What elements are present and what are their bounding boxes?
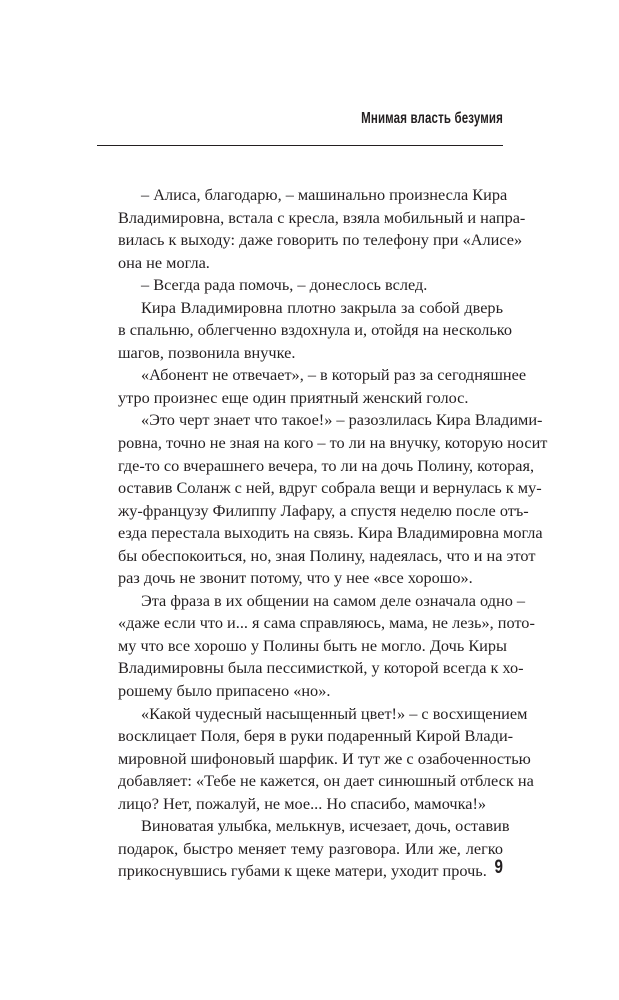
text-line: где-то со вчерашнего вечера, то ли на дочь Полину, которая,	[118, 455, 535, 475]
text-line: мировной шифоновый шарфик. И тут же с озабоченностью	[118, 748, 531, 768]
text-line: «Абонент не отвечает», – в который раз за сегодняшнее	[141, 365, 527, 385]
text-line: бы обеспокоиться, но, зная Полину, надеялась, что и на этот	[118, 545, 536, 565]
text-line: добавляет: «Тебе не кажется, он дает синюшный отблеск на	[118, 771, 534, 791]
text-line: «Это черт знает что такое!» – разозлилась Кира Владими-	[141, 410, 543, 430]
text-line: прикоснувшись губами к щеке матери, уходит прочь.	[118, 861, 487, 881]
text-line: она не могла.	[118, 252, 210, 272]
text-line: оставив Соланж с ней, вдруг собрала вещи и вернулась к му-	[118, 478, 542, 498]
text-line: Виноватая улыбка, мелькнув, исчезает, дочь, оставив	[141, 816, 510, 836]
text-line: лицо? Нет, пожалуй, не мое... Но спасибо, мамочка!»	[118, 793, 487, 813]
text-line: Владимировна, встала с кресла, взяла мобильный и напра-	[118, 207, 526, 227]
page-number: 9	[494, 857, 503, 878]
text-line: жу-французу Филиппу Лафару, а спустя неделю после отъ-	[118, 500, 529, 520]
text-line: «даже если что и... я сама справляюсь, мама, не лезь», пото-	[118, 613, 535, 633]
body-text	[118, 184, 548, 883]
text-line: езда перестала выходить на связь. Кира Владимировна могла	[118, 523, 543, 543]
text-line: вилась к выходу: даже говорить по телефону при «Алисе»	[118, 230, 523, 250]
running-head: Мнимая власть безумия	[361, 110, 503, 127]
text-line: ровна, точно не зная на кого – то ли на внучку, которую носит	[118, 433, 548, 453]
text-line: подарок, быстро меняет тему разговора. Или же, легко	[118, 838, 503, 858]
text-line: шагов, позвонила внучке.	[118, 342, 296, 362]
text-line: восклицает Поля, беря в руки подаренный Кирой Влади-	[118, 726, 514, 746]
text-line: – Алиса, благодарю, – машинально произнесла Кира	[141, 185, 508, 204]
text-line: – Всегда рада помочь, – донеслось вслед.	[141, 275, 428, 295]
text-line: раз дочь не звонит потому, что у нее «все хорошо».	[118, 568, 473, 588]
text-line: «Какой чудесный насыщенный цвет!» – с восхищением	[141, 703, 528, 723]
text-line: Владимировны была пессимисткой, у которой всегда к хо-	[118, 658, 524, 678]
text-line: му что все хорошо у Полины быть не могло. Дочь Киры	[118, 635, 507, 655]
text-line: утро произнес еще один приятный женский голос.	[118, 387, 469, 407]
text-line: Эта фраза в их общении на самом деле означала одно –	[141, 590, 526, 610]
text-line: Кира Владимировна плотно закрыла за собой дверь	[141, 297, 503, 317]
header-rule	[97, 145, 503, 146]
text-line: рошему было припасено «но».	[118, 681, 331, 701]
text-line: в спальню, облегченно вздохнула и, отойдя на несколько	[118, 320, 513, 340]
